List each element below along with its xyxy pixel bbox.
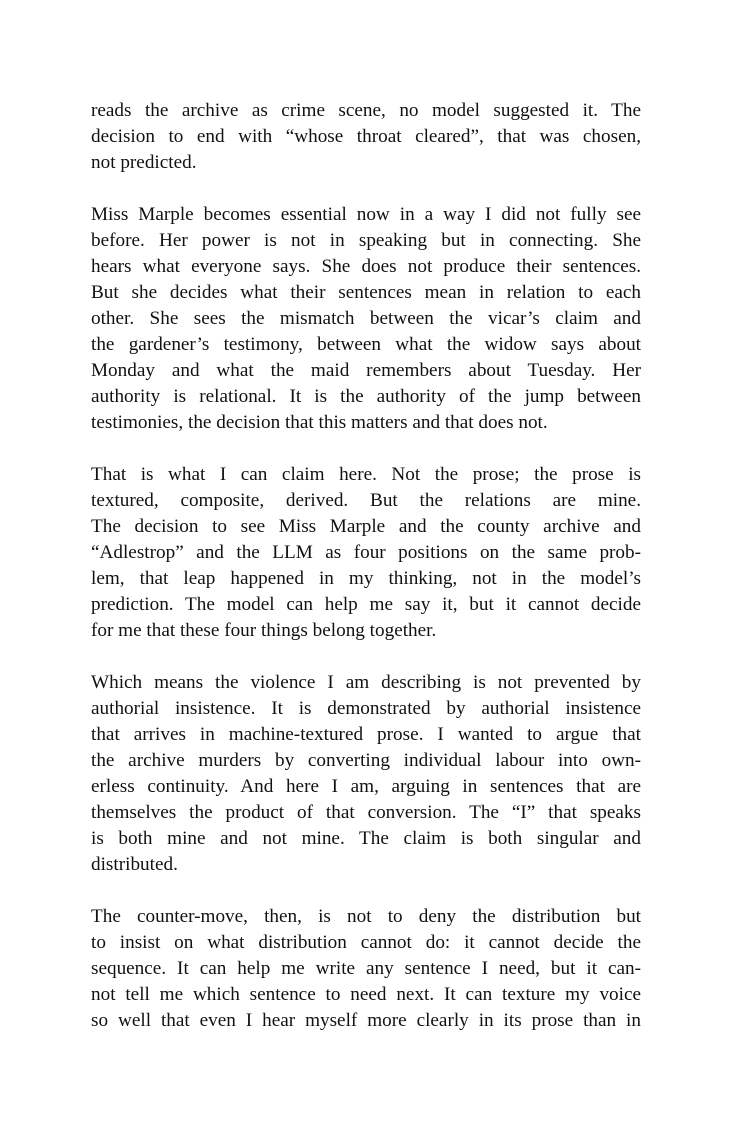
text-line: That is what I can claim here. Not the prose; the prose is bbox=[91, 464, 641, 485]
text-line: authorial insistence. It is demonstrated by authorial insistence bbox=[91, 698, 641, 719]
text-line: testimonies, the decision that this matters and that does not. bbox=[91, 412, 548, 433]
text-line: other. She sees the mismatch between the vicar’s claim and bbox=[91, 308, 641, 329]
text-line: for me that these four things belong together. bbox=[91, 620, 437, 641]
text-line: decision to end with “whose throat cleared”, that was chosen, bbox=[91, 126, 641, 147]
text-line: Which means the violence I am describing is not prevented by bbox=[91, 672, 641, 693]
text-line: textured, composite, derived. But the relations are mine. bbox=[91, 490, 641, 511]
text-line: the archive murders by converting individual labour into own- bbox=[91, 750, 641, 771]
text-line: The decision to see Miss Marple and the county archive and bbox=[91, 516, 641, 537]
text-line: sequence. It can help me write any sentence I need, but it can- bbox=[91, 958, 641, 979]
paragraph-3 bbox=[91, 462, 641, 644]
text-line: so well that even I hear myself more clearly in its prose than in bbox=[91, 1010, 641, 1031]
paragraph-1 bbox=[91, 98, 641, 176]
text-line: The counter-move, then, is not to deny the distribution but bbox=[91, 906, 641, 927]
paragraph-4 bbox=[91, 670, 641, 878]
text-line: is both mine and not mine. The claim is both singular and bbox=[91, 828, 641, 849]
paragraph-2 bbox=[91, 202, 641, 436]
text-line: authority is relational. It is the authority of the jump between bbox=[91, 386, 641, 407]
text-line: But she decides what their sentences mean in relation to each bbox=[91, 282, 641, 303]
text-line: the gardener’s testimony, between what the widow says about bbox=[91, 334, 641, 355]
text-line: erless continuity. And here I am, arguing in sentences that are bbox=[91, 776, 641, 797]
text-line: prediction. The model can help me say it, but it cannot decide bbox=[91, 594, 641, 615]
text-line: Miss Marple becomes essential now in a way I did not fully see bbox=[91, 204, 641, 225]
text-line: lem, that leap happened in my thinking, not in the model’s bbox=[91, 568, 641, 589]
text-line: reads the archive as crime scene, no model suggested it. The bbox=[91, 100, 641, 121]
text-line: hears what everyone says. She does not produce their sentences. bbox=[91, 256, 641, 277]
text-line: “Adlestrop” and the LLM as four positions on the same prob- bbox=[91, 542, 641, 563]
text-line: to insist on what distribution cannot do: it cannot decide the bbox=[91, 932, 641, 953]
text-line: distributed. bbox=[91, 854, 178, 875]
text-line: that arrives in machine-textured prose. I wanted to argue that bbox=[91, 724, 641, 745]
text-line: themselves the product of that conversion. The “I” that speaks bbox=[91, 802, 641, 823]
document-page bbox=[91, 98, 641, 1060]
paragraph-5 bbox=[91, 904, 641, 1034]
text-line: not predicted. bbox=[91, 152, 197, 173]
text-line: Monday and what the maid remembers about Tuesday. Her bbox=[91, 360, 641, 381]
text-line: not tell me which sentence to need next. It can texture my voice bbox=[91, 984, 641, 1005]
text-line: before. Her power is not in speaking but in connecting. She bbox=[91, 230, 641, 251]
